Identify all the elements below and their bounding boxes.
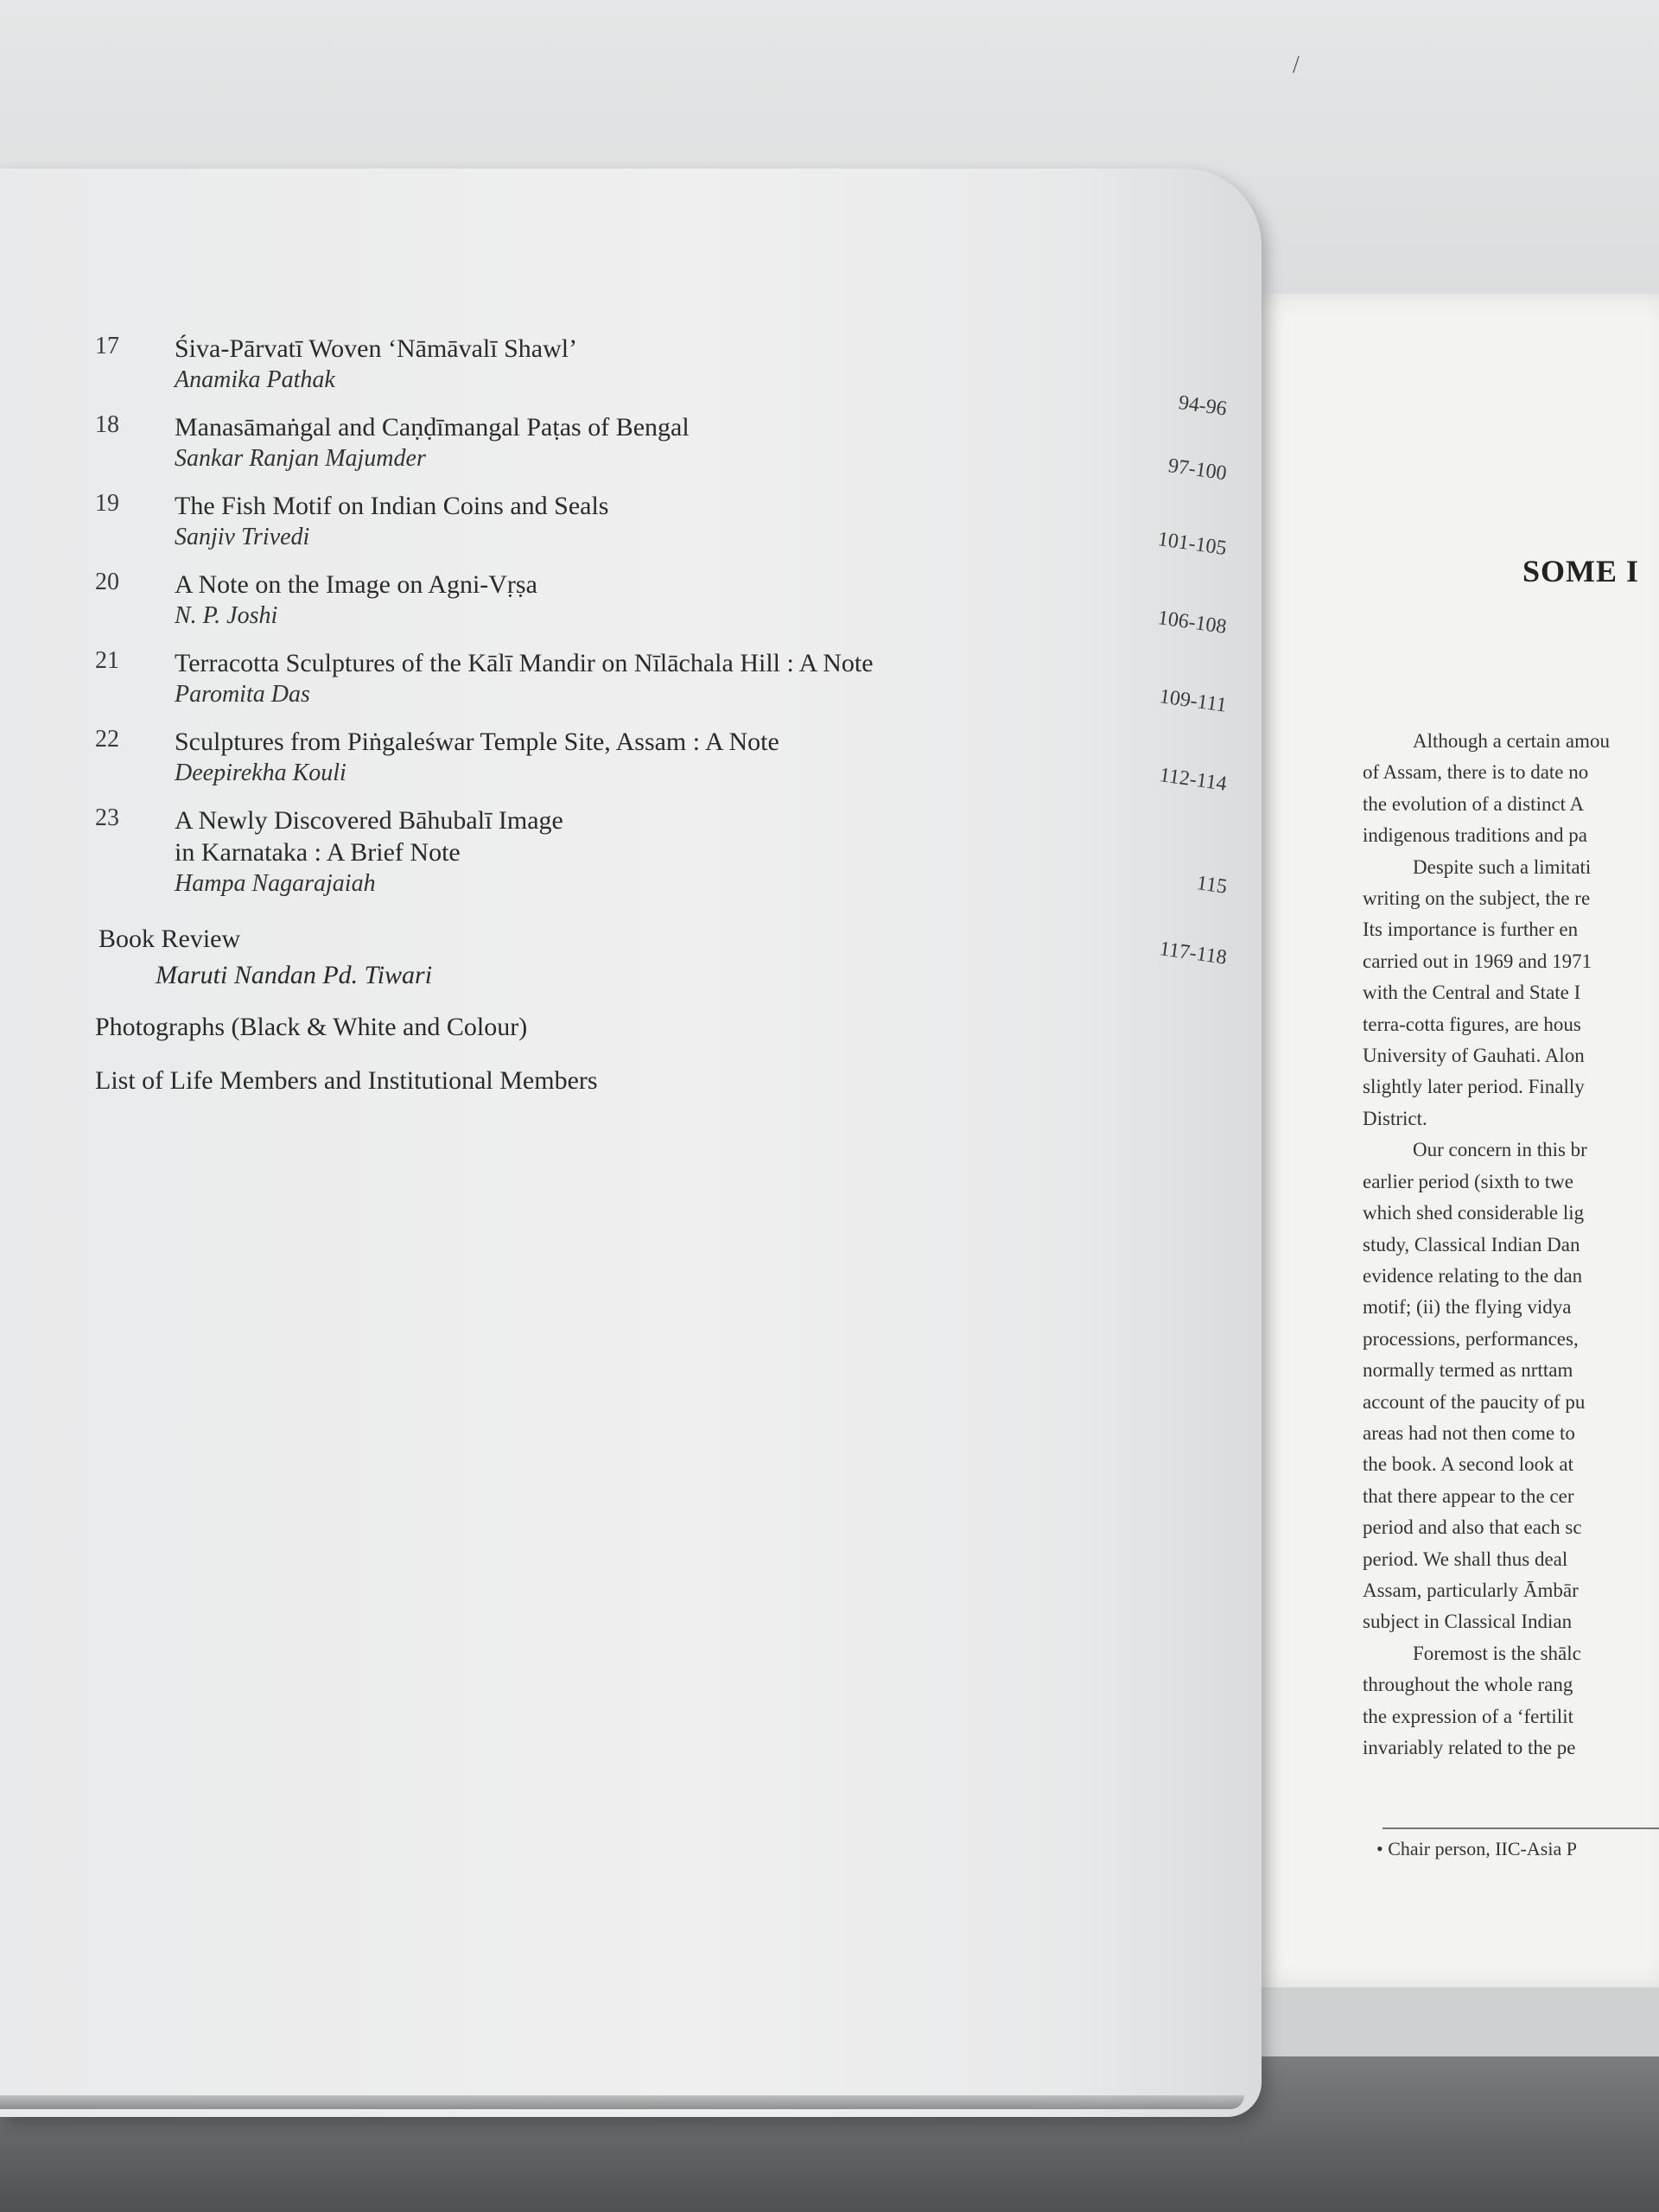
entry-number: 20 <box>95 569 119 595</box>
entry-author: N. P. Joshi <box>175 602 278 629</box>
body-line: Despite such a limitati <box>1413 855 1592 878</box>
body-line: period and also that each sc <box>1363 1516 1582 1539</box>
entry-author: Sankar Ranjan Majumder <box>175 445 426 472</box>
entry-author: Anamika Pathak <box>175 366 335 393</box>
entry-title: A Newly Discovered Bāhubalī Image <box>175 806 563 835</box>
body-line: carried out in 1969 and 1971 <box>1363 950 1592 972</box>
entry-author: Sanjiv Trivedi <box>175 524 310 550</box>
body-line: normally termed as nrttam <box>1363 1359 1573 1382</box>
entry-title-continued: in Karnataka : A Brief Note <box>175 838 461 867</box>
footnote-rule <box>1382 1827 1659 1829</box>
photographs-entry: Photographs (Black & White and Colour) <box>95 1013 528 1041</box>
body-line: terra-cotta figures, are hous <box>1363 1013 1581 1035</box>
body-line: with the Central and State I <box>1363 982 1581 1004</box>
body-line: the book. A second look at <box>1363 1453 1574 1476</box>
book-review-pages: 117-118 <box>1158 938 1229 969</box>
body-line: processions, performances, <box>1363 1327 1579 1350</box>
entry-title: A Note on the Image on Agni-Vṛṣa <box>175 570 537 599</box>
body-line: writing on the subject, the re <box>1363 887 1591 910</box>
toc-entry <box>95 411 1244 486</box>
table-of-contents <box>95 333 1244 1098</box>
entry-number: 17 <box>95 333 119 359</box>
page-edge <box>0 2095 1244 2109</box>
body-line: that there appear to the cer <box>1363 1484 1574 1507</box>
body-line: motif; (ii) the flying vidya <box>1363 1296 1572 1319</box>
entry-author: Hampa Nagarajaiah <box>175 870 376 897</box>
body-line: the evolution of a distinct A <box>1363 792 1585 815</box>
book-review-author: Maruti Nandan Pd. Tiwari <box>156 961 433 989</box>
body-line: earlier period (sixth to twe <box>1363 1170 1573 1192</box>
body-line: invariably related to the pe <box>1363 1737 1576 1758</box>
entry-title: Manasāmaṅgal and Caṇḍīmangal Paṭas of Bengal <box>175 413 690 442</box>
toc-entry <box>95 647 1244 717</box>
entry-pages: 109-111 <box>1158 685 1229 717</box>
body-line: account of the paucity of pu <box>1363 1390 1586 1413</box>
body-line: study, Classical Indian Dan <box>1363 1233 1580 1255</box>
footnote: • Chair person, IIC-Asia P <box>1376 1838 1577 1859</box>
right-page-body <box>1363 726 1659 1764</box>
pencil-mark: / <box>1293 52 1300 79</box>
entry-number: 19 <box>95 490 119 517</box>
footnote-text: Chair person, IIC-Asia P <box>1388 1838 1577 1859</box>
body-line: subject in Classical Indian <box>1363 1611 1573 1633</box>
book-review-entry <box>95 922 1244 995</box>
body-line: areas had not then come to <box>1363 1421 1575 1444</box>
body-line: District. <box>1363 1107 1427 1129</box>
body-line: Its importance is further en <box>1363 918 1579 941</box>
toc-entry <box>95 333 1244 421</box>
body-line: indigenous traditions and pa <box>1363 824 1587 847</box>
entry-number: 22 <box>95 726 119 753</box>
members-entry: List of Life Members and Institutional Members <box>95 1066 598 1095</box>
toc-entry <box>95 569 1244 639</box>
book-review-label: Book Review <box>99 925 241 953</box>
entry-author: Deepirekha Kouli <box>175 760 346 786</box>
entry-title: The Fish Motif on Indian Coins and Seals <box>175 492 609 520</box>
body-line: Although a certain amou <box>1413 730 1611 752</box>
entry-pages: 115 <box>1195 872 1229 899</box>
body-line: the expression of a ‘fertilit <box>1363 1705 1573 1727</box>
body-line: of Assam, there is to date no <box>1363 761 1589 784</box>
entry-pages: 97-100 <box>1166 454 1229 486</box>
body-line: which shed considerable lig <box>1363 1202 1585 1224</box>
entry-title: Terracotta Sculptures of the Kālī Mandir on Nīlāchala Hill : A Note <box>175 649 874 677</box>
toc-entry <box>95 726 1244 796</box>
entry-pages: 112-114 <box>1158 764 1229 796</box>
entry-title: Śiva-Pārvatī Woven ‘Nāmāvalī Shawl’ <box>175 334 578 363</box>
entry-pages: 106-108 <box>1156 607 1229 639</box>
right-page-title: SOME I <box>1522 554 1640 588</box>
entry-pages: 94-96 <box>1177 391 1229 421</box>
entry-author: Paromita Das <box>175 681 310 708</box>
entry-pages: 101-105 <box>1156 528 1229 561</box>
entry-title: Sculptures from Piṅgaleśwar Temple Site, Assam : A Note <box>175 728 779 756</box>
body-line: Foremost is the shālc <box>1413 1642 1581 1664</box>
entry-number: 18 <box>95 411 119 438</box>
body-line: Our concern in this br <box>1413 1139 1587 1161</box>
body-line: evidence relating to the dan <box>1363 1264 1583 1287</box>
entry-number: 23 <box>95 804 119 831</box>
toc-entry <box>95 804 1244 899</box>
body-line: University of Gauhati. Alon <box>1363 1045 1585 1067</box>
entry-number: 21 <box>95 647 119 674</box>
body-line: throughout the whole rang <box>1363 1674 1573 1696</box>
body-line: Assam, particularly Āmbār <box>1363 1579 1579 1601</box>
body-line: slightly later period. Finally <box>1363 1076 1585 1098</box>
toc-entry <box>95 490 1244 561</box>
body-line: period. We shall thus deal <box>1363 1548 1568 1570</box>
